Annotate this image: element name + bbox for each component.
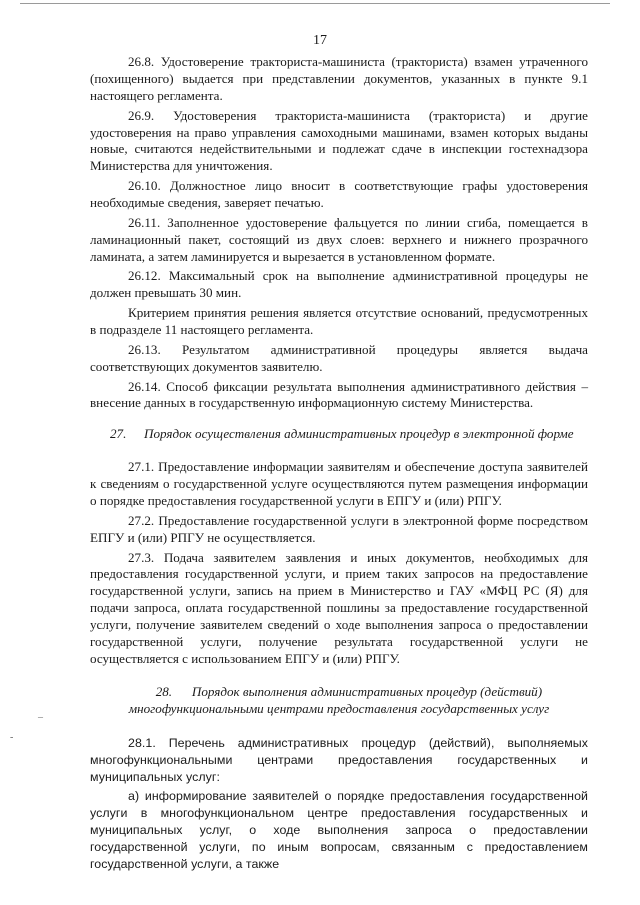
section-28-title-line2: многофункциональными центрами предоставления государственных услуг (128, 700, 550, 716)
margin-mark: - (10, 732, 14, 743)
paragraph-26-11: 26.11. Заполненное удостоверение фальцуется по линии сгиба, помещается в ламинационный пакет, состоящий из двух слоев: верхнего и нижнего прозрачного ламината, а затем ламинируется и вырезается в установленном формате. (90, 214, 588, 264)
paragraph-27-1: 27.1. Предоставление информации заявителям и обеспечение доступа заявителей к сведениям о государственной услуге осуществляются путем размещения информации о порядке предоставления государственной услуги в ЕПГУ и (или) РПГУ. (90, 459, 588, 509)
section-28-heading (90, 684, 588, 718)
section-28-heading-line1 (90, 684, 588, 701)
paragraph-26-13: 26.13. Результатом административной процедуры является выдача соответствующих документов заявителю. (90, 341, 588, 374)
paragraph-26-8: 26.8. Удостоверение тракториста-машиниста (тракториста) взамен утраченного (похищенного) выдается при представлении документов, указанных в пункте 9.1 настоящего регламента. (90, 54, 588, 103)
section-27-title: Порядок осуществления административных процедур в электронной форме (144, 426, 574, 442)
paragraph-28-1-a: а) информирование заявителей о порядке предоставления государственной услуги в многофункциональном центре предоставления государственных и муниципальных услуг, о ходе выполнения запроса о предоставлении государственной услуги, по иным вопросам, связанным с предоставлением государственной услуги, а также (90, 789, 588, 871)
document-body (90, 54, 588, 876)
section-28-number: 28. (155, 683, 173, 699)
paragraph-27-3: 27.3. Подача заявителем заявления и иных документов, необходимых для предоставления государственной услуги, и прием таких запросов на предоставление государственной услуги, запись на прием в Министерство и ГАУ «МФЦ РС (Я) для подачи запроса, оплата государственной пошлины за предоставление государственной услуги, получение заявителем сведений о ходе выполнения запроса о предоставлении государственной услуги, получение результата государственной услуги не осуществляется с использованием ЕПГУ и (или) РПГУ. (90, 549, 588, 667)
section-27-number: 27. (110, 426, 127, 442)
paragraph-26-12: 26.12. Максимальный срок на выполнение административной процедуры не должен превышать 30 мин. (90, 268, 588, 301)
margin-mark: – (38, 712, 43, 723)
paragraph-criterion: Критерием принятия решения является отсутствие оснований, предусмотренных в подразделе 11 настоящего регламента. (90, 305, 588, 338)
paragraph-28-1: 28.1. Перечень административных процедур (действий), выполняемых многофункциональными центрами предоставления государственных и муниципальных услуг: (90, 735, 588, 784)
section-27-heading (90, 426, 588, 443)
paragraph-26-9: 26.9. Удостоверения тракториста-машиниста (тракториста) и другие удостоверения на право управления самоходными машинами, взамен которых выданы новые, считаются недействительными и подлежат сдаче в инспекции гостехнадзора Министерства для уничтожения. (90, 107, 588, 174)
paragraph-26-10: 26.10. Должностное лицо вносит в соответствующие графы удостоверения необходимые сведения, заверяет печатью. (90, 178, 588, 211)
paragraph-26-14: 26.14. Способ фиксации результата выполнения административного действия – внесение данных в государственную информационную систему Министерства. (90, 378, 588, 411)
paragraph-27-2: 27.2. Предоставление государственной услуги в электронной форме посредством ЕПГУ и (или) РПГУ не осуществляется. (90, 512, 588, 545)
section-28-title-line1: Порядок выполнения административных процедур (действий) (191, 683, 543, 699)
page-number: 17 (313, 33, 327, 48)
top-border-line (20, 3, 610, 4)
